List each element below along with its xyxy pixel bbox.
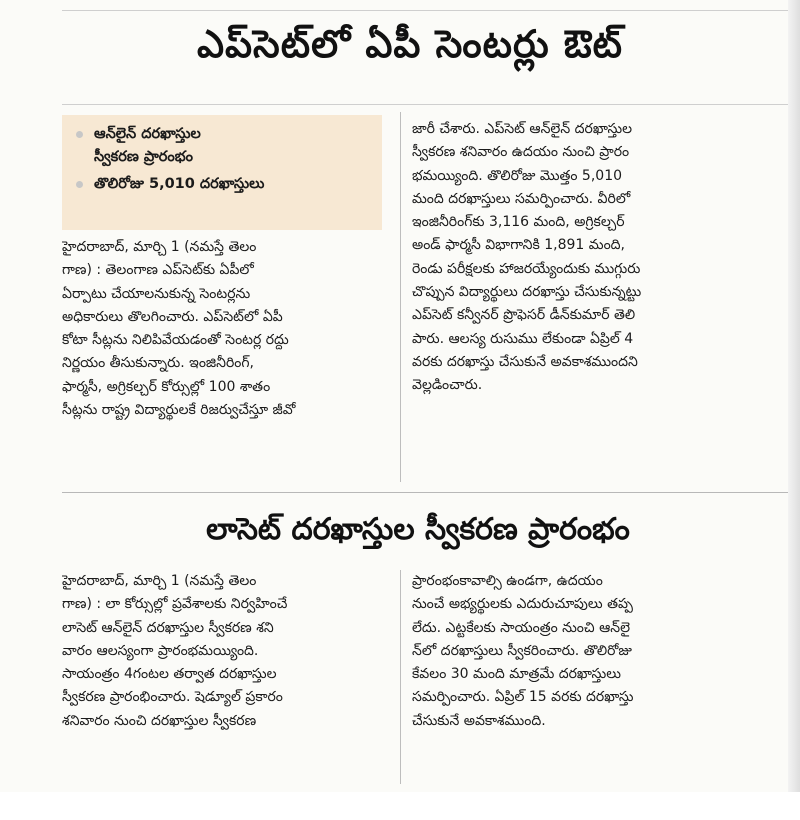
bullet-icon [76,181,83,188]
text-line: సమర్పించారు. ఏప్రిల్ 15 వరకు దరఖాస్తు [412,689,634,706]
article1-highlights-box [62,115,382,230]
text-line: కోటా సీట్లను నిలిపివేయడంతో సెంటర్ల రద్దు [62,332,289,349]
text-line: అధికారులు తొలగించారు. ఎప్‌సెట్‌లో ఏపీ [62,308,283,325]
page-edge-shadow [788,0,800,820]
text-line: నుంచే అభ్యర్థులకు ఎదురుచూపులు తప్ప [412,596,633,613]
text-line: లాసెట్ ఆన్‌లైన్ దరఖాస్తుల స్వీకరణ శని [62,619,274,636]
highlight-item [76,123,374,169]
text-line: ప్రారంభంకావాల్సి ఉండగా, ఉదయం [412,573,603,589]
text-line: లేదు. ఎట్టకేలకు సాయంత్రం నుంచి ఆన్‌లై [412,619,630,636]
text-line: శనివారం నుంచి దరఖాస్తుల స్వీకరణ [62,712,257,729]
text-line: ఫార్మసీ, అగ్రికల్చర్ కోర్సుల్లో 100 శాతం [62,378,271,395]
article2-left-column [62,570,390,733]
text-line: హైదరాబాద్, మార్చి 1 (నమస్తే తెలం [62,239,257,255]
article1-right-column [412,118,784,398]
text-line: న్‌లో దరఖాస్తులు స్వీకరించారు. తొలిరోజు [412,642,632,659]
top-rule [62,10,788,11]
text-line: రెండు పరీక్షలకు హాజరయ్యేందుకు ముగ్గురు [412,260,641,277]
text-line: చొప్పున విద్యార్థులు దరఖాస్తు చేసుకున్నట్టు [412,284,642,301]
text-line: చేసుకునే అవకాశముంది. [412,712,546,729]
text-line: సీట్లను రాష్ట్ర విద్యార్థులకే రిజర్వుచేస్తూ జీవో [62,402,296,419]
bottom-margin [0,792,800,820]
text-line: ఎప్‌సెట్ కన్వీనర్ ప్రొఫెసర్ డీన్‌కుమార్ తెలి [412,307,636,324]
article2-headline: లాసెట్ దరఖాస్తుల స్వీకరణ ప్రారంభం [206,512,630,547]
article2-right-column [412,570,784,733]
text-line: ఇంజినీరింగ్‌కు 3,116 మంది, అగ్రికల్చర్ [412,214,625,231]
bullet-icon [76,131,83,138]
text-line: వెల్లడించారు. [412,377,483,394]
text-line: సాయంత్రం 4గంటల తర్వాత దరఖాస్తుల [62,666,277,683]
text-line: భమయ్యింది. తొలిరోజు మొత్తం 5,010 [412,167,623,184]
text-line: వారం ఆలస్యంగా ప్రారంభమయ్యింది. [62,642,259,659]
highlight-item [76,173,374,196]
article1-headline: ఎప్‌సెట్‌లో ఏపీ సెంటర్లు ఔట్ [197,22,623,66]
text-line: ఏర్పాటు చేయాలనుకున్న సెంటర్లను [62,285,251,302]
text-line: స్వీకరణ శనివారం ఉదయం నుంచి ప్రారం [412,144,630,161]
text-line: గాణ) : తెలంగాణ ఎప్‌సెట్‌కు ఏపీలో [62,262,254,279]
text-line: కేవలం 30 మంది మాత్రమే దరఖాస్తులు [412,666,621,683]
text-line: గాణ) : లా కోర్సుల్లో ప్రవేశాలకు నిర్వహించే [62,596,288,613]
highlight-line: స్వీకరణ ప్రారంభం [94,149,193,165]
highlight-line: ఆన్‌లైన్ దరఖాస్తుల [94,126,201,142]
headline-rule [62,104,788,105]
text-line: వరకు దరఖాస్తు చేసుకునే అవకాశముందని [412,353,638,370]
text-line: జారీ చేశారు. ఎప్‌సెట్ ఆన్‌లైన్ దరఖాస్తుల [412,121,633,137]
highlight-line: తొలిరోజు 5,010 దరఖాస్తులు [94,176,265,192]
text-line: స్వీకరణ ప్రారంభించారు. షెడ్యూల్ ప్రకారం [62,689,283,706]
column-divider [400,112,401,482]
article-separator [62,492,788,493]
text-line: పారు. ఆలస్య రుసుము లేకుండా ఏప్రిల్ 4 [412,330,634,347]
article1-left-column [62,236,390,422]
text-line: మంది దరఖాస్తులు సమర్పించారు. వీరిలో [412,190,631,207]
column-divider [400,570,401,784]
text-line: నిర్ణయం తీసుకున్నారు. ఇంజినీరింగ్, [62,355,254,372]
text-line: అండ్ ఫార్మసీ విభాగానికి 1,891 మంది, [412,237,626,254]
text-line: హైదరాబాద్, మార్చి 1 (నమస్తే తెలం [62,573,257,589]
